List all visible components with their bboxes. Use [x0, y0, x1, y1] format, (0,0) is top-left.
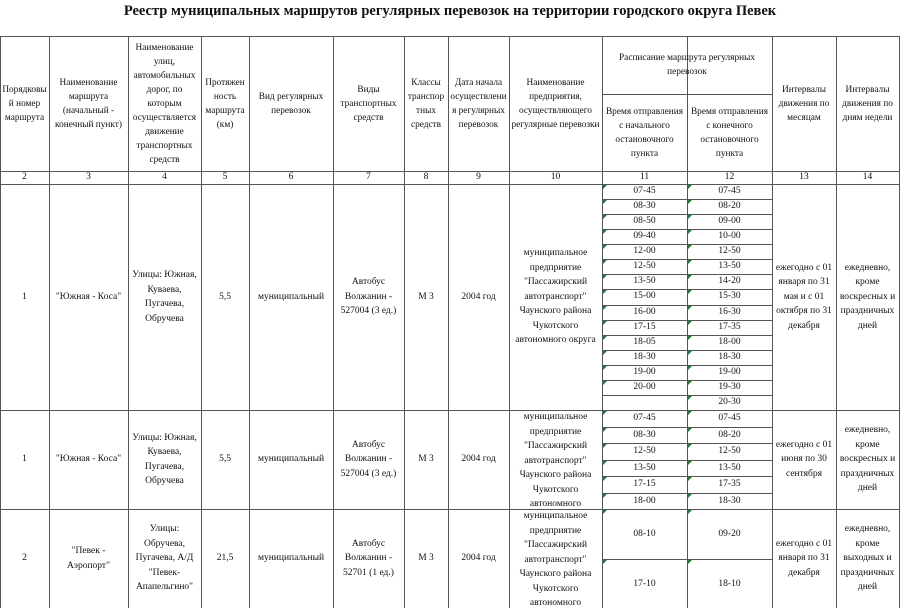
cell-marker-icon — [688, 444, 692, 448]
route-name: "Южная - Коса" — [55, 454, 122, 465]
cell-marker-icon — [688, 306, 692, 310]
departure-start-time: 08-50 — [633, 216, 656, 227]
departure-start-time: 20-00 — [633, 382, 656, 393]
cell-marker-icon — [688, 494, 692, 498]
cell-marker-icon — [603, 215, 607, 219]
departure-end-time: 07-45 — [718, 413, 741, 424]
route-kind: муниципальный — [257, 454, 325, 465]
route-month-intervals: ежегодно с 01 июня по 30 сентября — [775, 439, 833, 479]
departure-end-time: 17-35 — [718, 322, 741, 333]
departure-end-time: 13-50 — [718, 261, 741, 272]
cell-marker-icon — [603, 230, 607, 234]
departure-end-time: 09-20 — [718, 528, 741, 539]
cell-marker-icon — [603, 260, 607, 264]
cell-marker-icon — [688, 510, 692, 514]
route-class: М 3 — [418, 553, 434, 564]
cell-marker-icon — [603, 444, 607, 448]
route-name: "Южная - Коса" — [55, 291, 122, 302]
route-number: 2 — [22, 553, 27, 564]
header-route-name: Наименование маршрута (начальный - конечный пункт) — [55, 77, 122, 130]
cell-marker-icon — [688, 336, 692, 340]
header-month-intervals: Интервалы движения по месяцам — [778, 84, 830, 123]
page-title: Реестр муниципальных маршрутов регулярных перевозок на территории городского округа Певек — [123, 3, 777, 19]
cell-marker-icon — [688, 366, 692, 370]
departure-start-time: 08-30 — [633, 430, 656, 441]
column-number: 14 — [862, 172, 873, 183]
cell-marker-icon — [603, 351, 607, 355]
cell-marker-icon — [688, 215, 692, 219]
route-name: "Певек - Аэропорт" — [67, 546, 110, 571]
column-number: 8 — [423, 172, 429, 183]
cell-marker-icon — [688, 245, 692, 249]
departure-end-time: 19-00 — [718, 367, 741, 378]
route-day-intervals: ежедневно, кроме воскресных и праздничных дней — [839, 425, 896, 494]
cell-marker-icon — [688, 321, 692, 325]
cell-marker-icon — [603, 321, 607, 325]
cell-marker-icon — [603, 275, 607, 279]
departure-start-time: 18-00 — [633, 496, 656, 507]
cell-marker-icon — [603, 510, 607, 514]
cell-marker-icon — [688, 381, 692, 385]
column-number: 13 — [799, 172, 809, 183]
departure-end-time: 20-30 — [718, 397, 741, 408]
departure-start-time: 17-15 — [633, 479, 656, 490]
departure-end-time: 18-30 — [718, 352, 741, 363]
route-company: муниципальное предприятие "Пассажирский автотранспорт" Чаунского района Чукотского автономного — [519, 511, 592, 608]
route-number: 1 — [22, 291, 27, 302]
departure-start-time: 19-00 — [633, 367, 656, 378]
header-streets: Наименование улиц, автомобильных дорог, по которым осуществляется движение транспортных средств — [132, 42, 197, 165]
cell-marker-icon — [688, 185, 692, 189]
cell-marker-icon — [603, 477, 607, 481]
cell-marker-icon — [603, 381, 607, 385]
route-length: 21,5 — [216, 553, 234, 564]
departure-end-time: 12-50 — [718, 446, 741, 457]
departure-start-time: 09-40 — [633, 231, 656, 242]
cell-marker-icon — [688, 200, 692, 204]
departure-end-time: 08-20 — [718, 201, 741, 212]
cell-marker-icon — [688, 230, 692, 234]
cell-marker-icon — [688, 275, 692, 279]
departure-end-time: 09-00 — [718, 216, 741, 227]
route-start-date: 2004 год — [461, 553, 496, 564]
route-class: М 3 — [418, 291, 434, 302]
route-streets: Улицы: Южная, Куваева, Пугачева, Обручева — [132, 270, 197, 324]
cell-marker-icon — [688, 396, 692, 400]
cell-marker-icon — [688, 461, 692, 465]
cell-marker-icon — [688, 411, 692, 415]
route-day-intervals: ежедневно, кроме воскресных и праздничных дней — [839, 262, 896, 331]
cell-marker-icon — [688, 428, 692, 432]
route-vehicle: Автобус Волжанин - 52701 (1 ед.) — [343, 538, 394, 578]
departure-start-time: 08-30 — [633, 201, 656, 212]
column-number: 4 — [162, 172, 167, 183]
cell-marker-icon — [688, 560, 692, 564]
route-start-date: 2004 год — [461, 454, 496, 465]
header-departure-start: Время отправления с начального остановочного пункта — [605, 106, 684, 159]
header-number: Порядковый номер маршрута — [2, 84, 47, 123]
route-vehicle: Автобус Волжанин - 527004 (3 ед.) — [340, 277, 397, 317]
header-company: Наименование предприятия, осуществляющего регулярные перевозки — [511, 77, 600, 130]
route-start-date: 2004 год — [461, 291, 496, 302]
column-number: 7 — [366, 172, 371, 183]
column-number: 2 — [22, 172, 27, 183]
departure-end-time: 18-00 — [718, 337, 741, 348]
cell-marker-icon — [603, 411, 607, 415]
departure-start-time: 12-00 — [633, 246, 656, 257]
departure-start-time: 18-05 — [633, 337, 656, 348]
departure-start-time: 13-50 — [633, 276, 656, 287]
departure-start-time: 12-50 — [633, 446, 656, 457]
route-company: муниципальное предприятие "Пассажирский автотранспорт" Чаунского района Чукотского автономного — [519, 412, 592, 509]
departure-end-time: 14-20 — [718, 276, 741, 287]
route-class: М 3 — [418, 454, 434, 465]
departure-end-time: 10-00 — [718, 231, 741, 242]
header-day-intervals: Интервалы движения по дням недели — [842, 84, 893, 123]
route-company: муниципальное предприятие "Пассажирский автотранспорт" Чаунского района Чукотского автономного округа — [515, 248, 596, 346]
departure-end-time: 17-35 — [718, 479, 741, 490]
cell-marker-icon — [603, 336, 607, 340]
departure-start-time: 13-50 — [633, 463, 656, 474]
departure-start-time: 12-50 — [633, 261, 656, 272]
registry-table — [0, 36, 900, 608]
cell-marker-icon — [688, 351, 692, 355]
departure-end-time: 13-50 — [718, 463, 741, 474]
header-vehicle-classes: Классы транспортных средств — [407, 77, 445, 130]
header-transport-kind: Вид регулярных перевозок — [258, 91, 324, 116]
column-number: 11 — [639, 172, 650, 183]
departure-end-time: 19-30 — [718, 382, 741, 393]
column-number: 6 — [288, 172, 294, 183]
departure-end-time: 18-30 — [718, 496, 741, 507]
cell-marker-icon — [603, 290, 607, 294]
cell-marker-icon — [688, 260, 692, 264]
cell-marker-icon — [603, 461, 607, 465]
route-length: 5,5 — [219, 291, 231, 302]
route-month-intervals: ежегодно с 01 января по 31 мая и с 01 октября по 31 декабря — [775, 262, 833, 331]
header-length: Протяженность маршрута (км) — [205, 77, 245, 130]
column-number: 9 — [476, 172, 481, 183]
route-streets: Улицы: Обручева, Пугачева, А/Д "Певек-Апапельгино" — [135, 524, 194, 593]
header-departure-end: Время отправления с конечного остановочного пункта — [690, 106, 769, 159]
departure-start-time: 18-30 — [633, 352, 656, 363]
departure-start-time: 17-15 — [633, 322, 656, 333]
route-month-intervals: ежегодно с 01 января по 31 декабря — [775, 538, 833, 578]
column-number: 3 — [86, 172, 91, 183]
cell-marker-icon — [603, 306, 607, 310]
cell-marker-icon — [603, 185, 607, 189]
cell-marker-icon — [688, 290, 692, 294]
departure-start-time: 07-45 — [633, 413, 656, 424]
column-number: 5 — [222, 172, 228, 183]
cell-marker-icon — [603, 245, 607, 249]
cell-marker-icon — [603, 200, 607, 204]
departure-end-time: 16-30 — [718, 307, 741, 318]
header-start-date: Дата начала осуществления регулярных перевозок — [450, 77, 507, 130]
departure-start-time: 08-10 — [633, 528, 656, 539]
cell-marker-icon — [603, 366, 607, 370]
header-schedule: Расписание маршрута регулярных перевозок — [619, 53, 755, 77]
departure-end-time: 12-50 — [718, 246, 741, 257]
route-kind: муниципальный — [257, 291, 325, 302]
route-vehicle: Автобус Волжанин - 527004 (3 ед.) — [340, 439, 397, 479]
departure-end-time: 07-45 — [718, 186, 741, 197]
route-length: 5,5 — [219, 454, 231, 465]
departure-end-time: 18-10 — [718, 578, 741, 589]
departure-end-time: 15-30 — [718, 291, 741, 302]
column-number: 12 — [724, 172, 735, 183]
column-number: 10 — [550, 172, 561, 183]
cell-marker-icon — [603, 494, 607, 498]
route-kind: муниципальный — [257, 553, 325, 564]
cell-marker-icon — [603, 428, 607, 432]
route-number: 1 — [22, 454, 27, 465]
route-day-intervals: ежедневно, кроме выходных и праздничных дней — [840, 524, 895, 593]
departure-start-time — [602, 395, 687, 410]
departure-start-time: 07-45 — [633, 186, 656, 197]
departure-end-time: 08-20 — [718, 430, 741, 441]
departure-start-time: 17-10 — [633, 578, 656, 589]
route-streets: Улицы: Южная, Куваева, Пугачева, Обручева — [132, 432, 197, 486]
departure-start-time: 16-00 — [633, 307, 656, 318]
cell-marker-icon — [688, 477, 692, 481]
header-vehicle-types: Виды транспортных средств — [340, 84, 397, 123]
departure-start-time: 15-00 — [633, 291, 656, 302]
cell-marker-icon — [603, 560, 607, 564]
